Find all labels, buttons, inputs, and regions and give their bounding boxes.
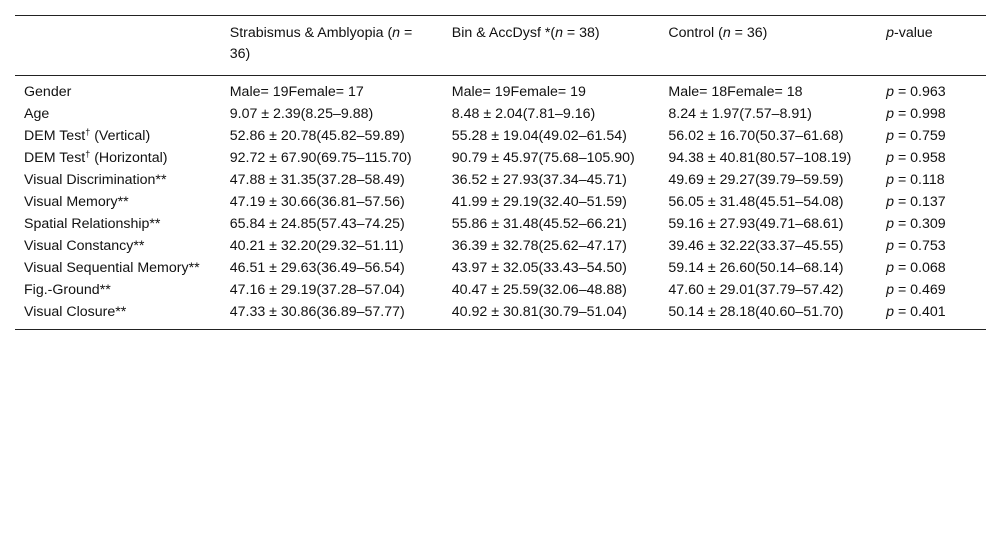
- p-value-text: = 0.998: [894, 106, 946, 122]
- cell-p-value: [877, 214, 986, 236]
- row-label-suffix: **: [99, 282, 111, 298]
- cell-bin-accdysf: 43.97 ± 32.05(33.43–54.50): [451, 260, 627, 276]
- cell-bin-accdysf: 55.86 ± 31.48(45.52–66.21): [451, 216, 627, 232]
- row-label-text: Visual Discrimination: [24, 172, 156, 188]
- comparison-table: [15, 15, 986, 330]
- cell-strabismus-amblyopia: 65.84 ± 24.85(57.43–74.25): [229, 216, 405, 232]
- p-label: p: [886, 150, 894, 166]
- row-label-suffix: **: [149, 216, 161, 232]
- header-p-value: [877, 16, 986, 76]
- header-strabismus-n-label: n: [392, 25, 401, 41]
- cell-control: 59.14 ± 26.60(50.14–68.14): [668, 260, 844, 276]
- row-label-suffix: **: [133, 238, 145, 254]
- table-row: [15, 170, 986, 192]
- row-label: [15, 302, 221, 330]
- cell-p-value: [877, 170, 986, 192]
- row-label: [15, 258, 221, 280]
- row-label-text: Visual Memory: [24, 194, 118, 210]
- cell-p-value: [877, 258, 986, 280]
- p-value-text: = 0.401: [894, 304, 946, 320]
- p-label: p: [886, 172, 894, 188]
- row-label-text: DEM Test: [24, 128, 86, 144]
- table-header: [15, 16, 986, 76]
- cell-p-value: [877, 104, 986, 126]
- cell-p-value: [877, 148, 986, 170]
- cell-strabismus-amblyopia: 52.86 ± 20.78(45.82–59.89): [229, 128, 405, 144]
- table-row: [15, 280, 986, 302]
- p-label: p: [886, 128, 894, 144]
- cell-p-value: [877, 302, 986, 330]
- header-strabismus-n-value: = 36): [229, 25, 413, 62]
- row-label-suffix: **: [117, 194, 129, 210]
- row-label-suffix: **: [155, 172, 167, 188]
- comparison-table-container: [15, 15, 986, 330]
- cell-control: 56.05 ± 31.48(45.51–54.08): [668, 194, 844, 210]
- header-strabismus-amblyopia: [221, 16, 443, 76]
- p-value-text: = 0.963: [894, 84, 946, 100]
- header-bin-accdysf: [443, 16, 660, 76]
- cell-control: 59.16 ± 27.93(49.71–68.61): [668, 216, 844, 232]
- p-label: p: [886, 304, 894, 320]
- cell-strabismus-amblyopia: 47.33 ± 30.86(36.89–57.77): [229, 304, 405, 320]
- cell-strabismus-amblyopia: 47.16 ± 29.19(37.28–57.04): [229, 282, 405, 298]
- cell-bin-accdysf: 36.39 ± 32.78(25.62–47.17): [451, 238, 627, 254]
- cell-control: 47.60 ± 29.01(37.79–57.42): [668, 282, 844, 298]
- row-label-text: Age: [24, 106, 50, 122]
- row-label-dagger: †: [85, 149, 91, 159]
- header-p-label: p: [886, 25, 894, 41]
- cell-bin-accdysf: 90.79 ± 45.97(75.68–105.90): [451, 150, 635, 166]
- header-control-n-label: n: [722, 25, 731, 41]
- p-label: p: [886, 106, 894, 122]
- p-label: p: [886, 282, 894, 298]
- row-label-text: Fig.-Ground: [24, 282, 100, 298]
- header-p-text: -value: [894, 25, 933, 41]
- cell-control: 94.38 ± 40.81(80.57–108.19): [668, 150, 852, 166]
- cell-bin-accdysf: Male= 19Female= 19: [451, 84, 586, 100]
- cell-strabismus-amblyopia: Male= 19Female= 17: [229, 84, 364, 100]
- cell-bin-accdysf: 40.47 ± 25.59(32.06–48.88): [451, 282, 627, 298]
- table-body: [15, 76, 986, 330]
- cell-control: 39.46 ± 32.22(33.37–45.55): [668, 238, 844, 254]
- table-row: [15, 76, 986, 105]
- row-label-dagger: †: [85, 127, 91, 137]
- p-value-text: = 0.469: [894, 282, 946, 298]
- header-row: [15, 16, 986, 76]
- cell-control: 49.69 ± 29.27(39.79–59.59): [668, 172, 844, 188]
- row-label-text: Visual Constancy: [24, 238, 134, 254]
- row-label: [15, 214, 221, 236]
- cell-bin-accdysf: 8.48 ± 2.04(7.81–9.16): [451, 106, 596, 122]
- cell-p-value: [877, 126, 986, 148]
- cell-bin-accdysf: 36.52 ± 27.93(37.34–45.71): [451, 172, 627, 188]
- table-row: [15, 236, 986, 258]
- p-value-text: = 0.137: [894, 194, 946, 210]
- header-strabismus-text: Strabismus & Amblyopia (: [229, 25, 393, 41]
- row-label-text: Visual Sequential Memory: [24, 260, 189, 276]
- cell-strabismus-amblyopia: 92.72 ± 67.90(69.75–115.70): [229, 150, 412, 166]
- header-bin-n-value: = 38): [562, 25, 600, 41]
- cell-control: 50.14 ± 28.18(40.60–51.70): [668, 304, 844, 320]
- p-value-text: = 0.309: [894, 216, 946, 232]
- header-variable: [15, 16, 221, 76]
- cell-strabismus-amblyopia: 47.88 ± 31.35(37.28–58.49): [229, 172, 405, 188]
- p-label: p: [886, 238, 894, 254]
- p-label: p: [886, 260, 894, 276]
- cell-p-value: [877, 280, 986, 302]
- cell-strabismus-amblyopia: 47.19 ± 30.66(36.81–57.56): [229, 194, 405, 210]
- p-label: p: [886, 194, 894, 210]
- table-row: [15, 104, 986, 126]
- table-row: [15, 214, 986, 236]
- cell-p-value: [877, 236, 986, 258]
- row-label-suffix: **: [188, 260, 200, 276]
- cell-control: 56.02 ± 16.70(50.37–61.68): [668, 128, 844, 144]
- table-row: [15, 192, 986, 214]
- cell-p-value: [877, 76, 986, 105]
- row-label-suffix: (Horizontal): [90, 150, 168, 166]
- cell-strabismus-amblyopia: 40.21 ± 32.20(29.32–51.11): [229, 238, 404, 254]
- row-label: [15, 126, 221, 148]
- row-label: [15, 170, 221, 192]
- row-label-suffix: **: [115, 304, 127, 320]
- header-bin-n-label: n: [555, 25, 563, 41]
- row-label: [15, 192, 221, 214]
- p-value-text: = 0.753: [894, 238, 946, 254]
- cell-p-value: [877, 192, 986, 214]
- row-label-suffix: (Vertical): [90, 128, 151, 144]
- table-row: [15, 148, 986, 170]
- row-label: [15, 280, 221, 302]
- header-control-n-value: = 36): [730, 25, 768, 41]
- row-label-text: Visual Closure: [24, 304, 116, 320]
- row-label-text: Spatial Relationship: [24, 216, 150, 232]
- cell-control: Male= 18Female= 18: [668, 84, 803, 100]
- row-label: [15, 104, 221, 126]
- cell-strabismus-amblyopia: 46.51 ± 29.63(36.49–56.54): [229, 260, 405, 276]
- table-row: [15, 302, 986, 330]
- cell-bin-accdysf: 41.99 ± 29.19(32.40–51.59): [451, 194, 627, 210]
- header-control: [659, 16, 877, 76]
- p-value-text: = 0.118: [894, 172, 945, 188]
- row-label: [15, 236, 221, 258]
- p-value-text: = 0.759: [894, 128, 946, 144]
- row-label: [15, 76, 221, 105]
- cell-bin-accdysf: 55.28 ± 19.04(49.02–61.54): [451, 128, 627, 144]
- table-row: [15, 126, 986, 148]
- row-label-text: DEM Test: [24, 150, 86, 166]
- cell-strabismus-amblyopia: 9.07 ± 2.39(8.25–9.88): [229, 106, 374, 122]
- cell-control: 8.24 ± 1.97(7.57–8.91): [668, 106, 812, 122]
- header-control-text: Control (: [668, 25, 723, 41]
- header-bin-text: Bin & AccDysf *(: [451, 25, 556, 41]
- p-value-text: = 0.068: [894, 260, 946, 276]
- row-label-text: Gender: [24, 84, 72, 100]
- p-label: p: [886, 84, 894, 100]
- p-label: p: [886, 216, 894, 232]
- p-value-text: = 0.958: [894, 150, 946, 166]
- row-label: [15, 148, 221, 170]
- table-row: [15, 258, 986, 280]
- cell-bin-accdysf: 40.92 ± 30.81(30.79–51.04): [451, 304, 627, 320]
